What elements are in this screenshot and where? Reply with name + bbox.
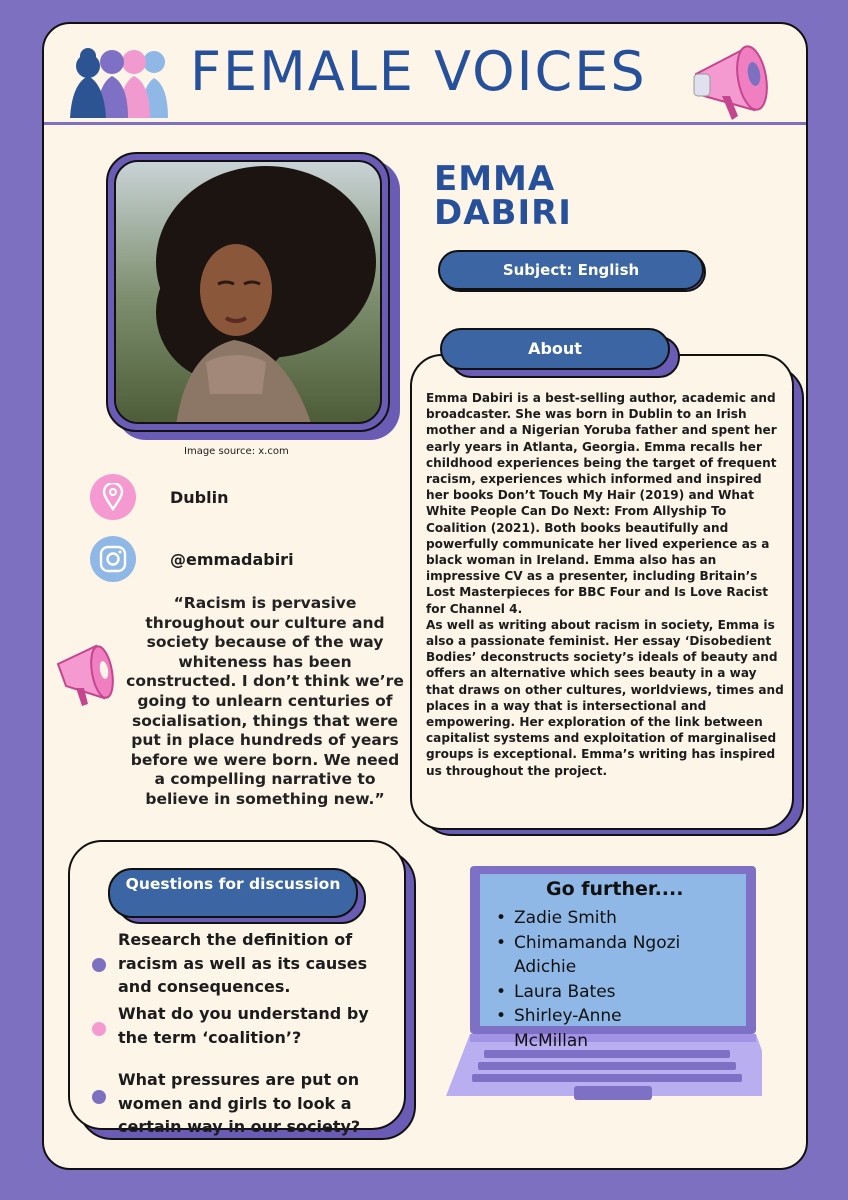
list-item: • Shirley-Anne McMillan [492,1004,692,1053]
questions-heading: Questions for discussion [108,868,358,918]
location-text: Dublin [170,487,229,507]
page-title: FEMALE VOICES [190,40,647,103]
instagram-icon [90,536,136,582]
instagram-row [90,536,294,582]
about-heading: About [440,328,670,370]
subject-pill: Subject: English [438,250,704,290]
portrait-photo [114,160,382,424]
featured-quote: “Racism is pervasive throughout our culture and society because of the way whiteness has been constructed. I don’t think we’re going to unlearn centuries of socialisation, things that were put in place hundreds of years before we were born. We need a compelling narrative to believe in something new.” [126,594,404,808]
bullet-dot [92,1090,106,1104]
about-paragraph-1: Emma Dabiri is a best-selling author, academic and broadcaster. She was born in Dublin to an Irish mother and a Nigerian Yoruba father and spent her early years in Atlanta, Georgia. Emma recalls her childhood experiences being the target of frequent racism, experiences which informed and inspired her books Don’t Touch My Hair (2019) and What White People Can Do Next: From Allyship To Coalition (2021). Both books beautifully and powerfully communicate her lived experience as a black woman in Ireland. Emma also has an impressive CV as a presenter, including Britain’s Lost Masterpieces for BBC Four and Is Love Racist for Channel 4. [426,391,777,616]
instagram-handle[interactable]: @emmadabiri [170,549,294,569]
bullet-dot [92,958,106,972]
question-item: What do you understand by the term ‘coalition’? [118,1004,369,1047]
question-item: What pressures are put on women and girls to look a certain way in our society? [118,1070,361,1136]
megaphone-icon [52,636,132,710]
go-further-list [492,906,692,1053]
location-row [90,474,228,520]
location-pin-icon [90,474,136,520]
header-divider [44,122,806,125]
go-further-title: Go further.... [546,878,684,900]
image-caption: Image source: x.com [184,446,289,457]
about-text [426,390,786,779]
about-paragraph-2: As well as writing about racism in society, Emma is also a passionate feminist. Her essay ‘Disobedient Bodies’ deconstructs society’s ideals of beauty and offers an alternative which sees beauty in a way that draws on other cultures, worldviews, times and places in a way that is intersectional and empowering. Her exploration of the link between capitalist systems and exploitation of marginalised groups is exceptional. Emma’s writing has inspired us throughout the project. [426,617,784,778]
list-item: • Laura Bates [492,980,692,1005]
poster-page [42,22,808,1170]
subject-name: EMMA DABIRI [434,159,572,233]
list-item: • Chimamanda Ngozi Adichie [492,931,692,980]
silhouettes-icon [58,42,178,118]
list-item: • Zadie Smith [492,906,692,931]
bullet-dot [92,1022,106,1036]
megaphone-icon [688,30,798,122]
question-item: Research the definition of racism as well as its causes and consequences. [118,930,368,996]
portrait-frame [106,152,390,432]
